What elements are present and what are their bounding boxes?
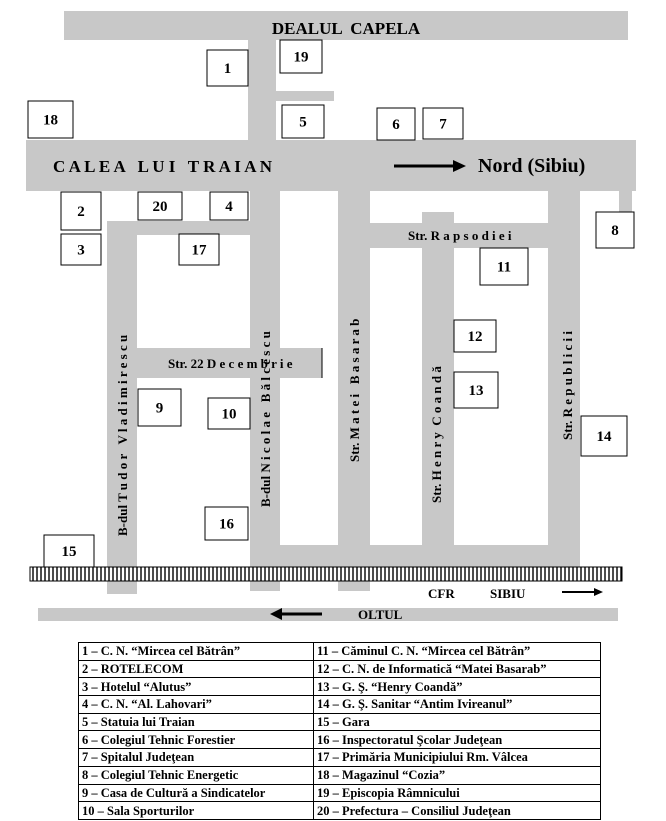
marker-number: 19 <box>293 49 309 66</box>
label-balcescu: B-dul N i c o l a e B ă l c e s c u <box>258 331 273 507</box>
legend-entry: 4 – C. N. “Al. Lahovari” <box>79 696 314 714</box>
marker-number: 14 <box>596 429 612 445</box>
label-calea-lui-traian: C A L E A L U I T R A I A N <box>53 157 273 176</box>
legend-entry: 8 – Colegiul Tehnic Energetic <box>79 766 314 784</box>
legend-entry: 2 – ROTELECOM <box>79 660 314 678</box>
marker-9 <box>138 389 181 426</box>
legend-entry: 12 – C. N. de Informatică “Matei Basarab” <box>314 660 601 678</box>
legend-entry: 11 – Căminul C. N. “Mircea cel Bătrân” <box>314 643 601 661</box>
marker-19 <box>280 40 322 73</box>
marker-number: 8 <box>611 223 619 239</box>
legend-entry: 19 – Episcopia Râmnicului <box>314 784 601 802</box>
legend-entry: 9 – Casa de Cultură a Sindicatelor <box>79 784 314 802</box>
marker-11 <box>480 248 528 285</box>
legend-row <box>79 696 601 714</box>
marker-1 <box>207 50 248 86</box>
label-cfr: CFR <box>428 586 455 601</box>
label-basarab: Str. M a t e i B a s a r a b <box>347 318 362 462</box>
legend-entry: 17 – Primăria Municipiului Rm. Vâlcea <box>314 749 601 767</box>
arrow-sibiu <box>562 588 603 596</box>
oltul-river <box>38 608 618 621</box>
marker-number: 2 <box>77 204 85 220</box>
legend-entry: 7 – Spitalul Judeţean <box>79 749 314 767</box>
railway <box>30 567 622 581</box>
marker-number: 18 <box>43 112 58 129</box>
label-rapsodiei: Str. R a p s o d i e i <box>408 228 512 243</box>
marker-number: 4 <box>225 199 233 215</box>
marker-14 <box>581 416 627 456</box>
legend-entry: 15 – Gara <box>314 713 601 731</box>
legend-table <box>78 642 601 820</box>
legend-row <box>79 784 601 802</box>
marker-15 <box>44 535 94 567</box>
legend-entry: 13 – G. Ş. “Henry Coandă” <box>314 678 601 696</box>
marker-6 <box>377 108 415 140</box>
marker-13 <box>454 372 498 408</box>
road-south <box>250 545 580 567</box>
marker-number: 7 <box>439 116 447 133</box>
legend-row <box>79 678 601 696</box>
marker-number: 20 <box>152 199 168 215</box>
label-22-decembrie: Str. 22 D e c e m b r i e <box>168 356 293 371</box>
marker-number: 13 <box>468 383 484 399</box>
legend-entry: 5 – Statuia lui Traian <box>79 713 314 731</box>
marker-number: 5 <box>299 114 307 131</box>
legend-row <box>79 713 601 731</box>
label-vladimirescu: B-dul T u d o r V l a d i m i r e s c u <box>115 334 130 536</box>
marker-number: 17 <box>191 242 207 259</box>
marker-number: 3 <box>77 242 85 259</box>
legend-entry: 18 – Magazinul “Cozia” <box>314 766 601 784</box>
marker-4 <box>210 192 248 220</box>
label-coanda: Str. H e n r y C o a n d ă <box>429 366 444 503</box>
legend-entry: 3 – Hotelul “Alutus” <box>79 678 314 696</box>
marker-number: 11 <box>496 259 512 276</box>
marker-number: 1 <box>223 61 232 77</box>
legend-row <box>79 643 601 661</box>
legend-entry: 1 – C. N. “Mircea cel Bătrân” <box>79 643 314 661</box>
marker-12 <box>454 320 496 352</box>
legend-entry: 6 – Colegiul Tehnic Forestier <box>79 731 314 749</box>
legend-entry: 10 – Sala Sporturilor <box>79 802 314 820</box>
legend-entry: 16 – Inspectoratul Şcolar Judeţean <box>314 731 601 749</box>
road-spur-north <box>276 91 334 101</box>
label-oltul: OLTUL <box>358 607 403 622</box>
legend-row <box>79 660 601 678</box>
marker-2 <box>61 192 101 230</box>
marker-number: 9 <box>155 400 164 417</box>
label-dealul-capela: DEALUL CAPELA <box>271 19 421 38</box>
marker-17 <box>179 234 219 265</box>
marker-5 <box>282 105 324 138</box>
marker-number: 15 <box>61 544 77 560</box>
label-sibiu: SIBIU <box>490 586 526 601</box>
marker-7 <box>423 108 463 139</box>
legend-row <box>79 749 601 767</box>
marker-8 <box>596 212 634 248</box>
marker-20 <box>138 192 182 220</box>
legend-entry: 20 – Prefectura – Consiliul Judeţean <box>314 802 601 820</box>
legend-row <box>79 731 601 749</box>
marker-16 <box>205 507 248 540</box>
marker-number: 12 <box>467 329 483 345</box>
marker-10 <box>208 398 250 429</box>
label-nord-sibiu: Nord (Sibiu) <box>478 155 586 177</box>
legend-entry: 14 – G. Ş. Sanitar “Antim Ivireanul” <box>314 696 601 714</box>
legend-row <box>79 802 601 820</box>
marker-18 <box>28 101 73 138</box>
label-republicii: Str. R e p u b l i c i i <box>560 331 575 440</box>
legend-row <box>79 766 601 784</box>
marker-number: 6 <box>392 117 400 133</box>
road-connector-north <box>248 40 276 140</box>
road-spur-east <box>619 191 632 213</box>
marker-number: 16 <box>219 516 234 533</box>
marker-number: 10 <box>221 406 237 423</box>
marker-3 <box>61 234 101 265</box>
